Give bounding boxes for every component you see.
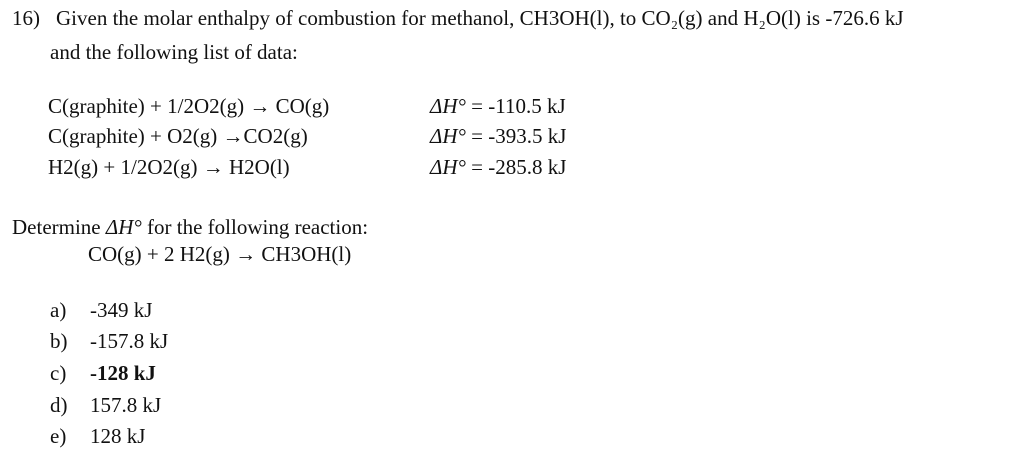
option-c-letter: c): [50, 361, 67, 385]
option-e-letter: e): [50, 424, 67, 448]
option-d-letter: d): [50, 393, 68, 417]
target-reaction: CO(g) + 2 H2(g) → CH3OH(l): [88, 242, 352, 266]
reaction-enthalpy-1: [430, 96, 566, 117]
reaction-equation-2: C(graphite) + O2(g) →CO2(g): [48, 124, 308, 148]
delta-h-value: = -393.5 kJ: [465, 124, 567, 148]
question-text-line1: Given the molar enthalpy of combustion for methanol, CH3OH(l), to CO₂(g) and H₂O(l) is -726.6 kJ: [56, 6, 904, 30]
determine-prompt: [12, 217, 368, 238]
delta-h-symbol: ΔH°: [430, 124, 466, 148]
option-a-text: -349 kJ: [90, 298, 153, 322]
delta-h-value: = -285.8 kJ: [465, 155, 567, 179]
option-c-text: -128 kJ: [90, 361, 156, 385]
question-number: 16): [12, 6, 40, 30]
determine-prefix: Determine: [12, 215, 106, 239]
reaction-enthalpy-3: [430, 157, 566, 178]
option-b-text: -157.8 kJ: [90, 329, 169, 353]
reaction-equation-3: H2(g) + 1/2O2(g) → H2O(l): [48, 155, 290, 179]
option-d-text: 157.8 kJ: [90, 393, 162, 417]
delta-h-symbol: ΔH°: [105, 215, 142, 239]
delta-h-value: = -110.5 kJ: [465, 94, 566, 118]
option-a-letter: a): [50, 298, 67, 322]
delta-h-symbol: ΔH°: [430, 155, 466, 179]
reaction-equation-1: C(graphite) + 1/2O2(g) → CO(g): [48, 94, 330, 118]
question-text-line2: and the following list of data:: [50, 40, 298, 64]
delta-h-symbol: ΔH°: [430, 94, 466, 118]
option-b-letter: b): [50, 329, 68, 353]
option-e-text: 128 kJ: [90, 424, 146, 448]
reaction-enthalpy-2: [430, 126, 566, 147]
determine-suffix: for the following reaction:: [141, 215, 369, 239]
